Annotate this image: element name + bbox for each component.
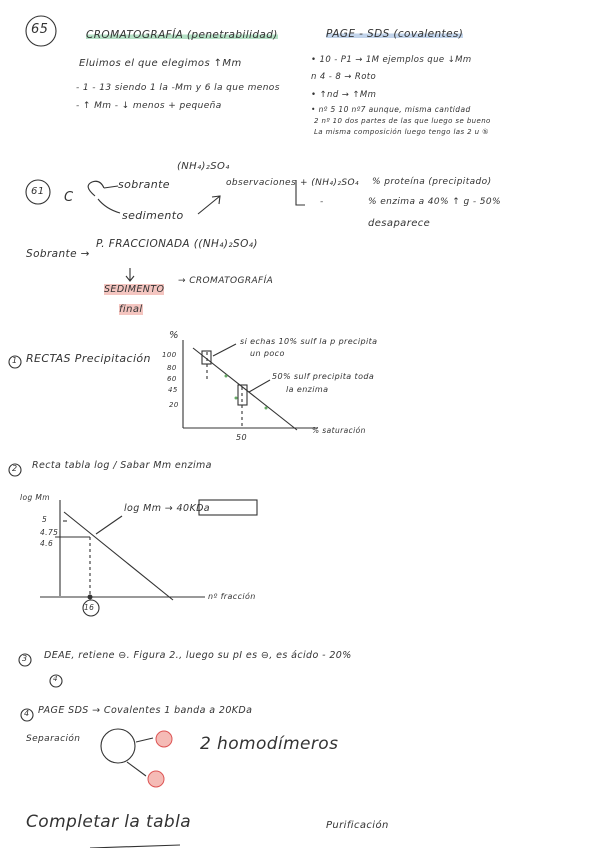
q1-note-2b: la enzima [286, 385, 329, 394]
page-sds-line-2: n 4 - 8 → Roto [311, 72, 377, 82]
q1-ytick: 45 [168, 386, 178, 394]
q3-marker: 3 [22, 654, 28, 663]
monomer-1 [156, 731, 172, 747]
dimer-arrow-2 [127, 762, 146, 776]
q1-ytick: 20 [169, 401, 179, 409]
page-sds-line-3: • ↑nd → ↑Mm [311, 90, 377, 100]
q1-ytick: 80 [167, 364, 177, 372]
flow-start: Sobrante → [26, 248, 90, 260]
q2-arrow [96, 516, 122, 534]
q2-x-axis-label: nº fracción [208, 592, 256, 601]
q2-y-axis-label: log Mm [20, 493, 50, 502]
chromatography-line-1: Eluimos el que elegimos ↑Mm [79, 58, 242, 69]
q2-calibration-line [64, 512, 173, 600]
q2-point [88, 595, 93, 600]
q1-marker: 1 [12, 356, 18, 365]
q1-arrow-2 [249, 380, 270, 392]
to-chromatography: → CROMATOGRAFÍA [178, 276, 274, 286]
q1-regression-line [193, 348, 297, 430]
q1-point [225, 375, 228, 378]
q3-text: DEAE, retiene ⊖. Figura 2., luego su pI es ⊖, es ácido - 20% [44, 650, 352, 661]
sobrenadante-label: sobrante [118, 178, 170, 191]
chromatography-line-3: - ↑ Mm - ↓ menos + pequeña [76, 101, 222, 111]
c-label: C [64, 190, 74, 205]
q1-ytick: 100 [162, 351, 177, 359]
observaciones-label: observaciones [226, 178, 297, 188]
protein-percentage: % proteína (precipitado) [372, 177, 492, 187]
page-sds-line-6: La misma composición luego tengo las 2 u ⑤ [314, 128, 489, 136]
fraction-label: P. FRACCIONADA ((NH₄)₂SO₄) [96, 238, 258, 250]
sedimento-label: sedimento [122, 209, 184, 222]
q2-ytick: 5 [42, 515, 48, 524]
q1-note-2a: 50% sulf precipita toda [272, 372, 375, 381]
page-sds-title: PAGE - SDS (covalentes) [326, 28, 464, 40]
q1-xtick: 50 [236, 433, 247, 442]
q4-separacion: Separación [26, 734, 81, 744]
q2-ytick: 4.6 [40, 539, 54, 548]
q3-sub: 4 [53, 675, 58, 683]
q1-arrow-1 [213, 344, 236, 356]
observaciones-plus: + (NH₄)₂SO₄ [300, 178, 359, 188]
q1-point [265, 407, 268, 410]
monomer-2 [148, 771, 164, 787]
desaparece-label: desaparece [368, 218, 431, 229]
arrow-to-sedimento [98, 199, 120, 213]
arrow-to-observaciones [198, 196, 220, 214]
arrow-to-sobrenadante [104, 186, 118, 188]
q1-note-1b: un poco [250, 349, 285, 358]
q2-marker: 2 [12, 464, 18, 473]
chromatography-title: CROMATOGRAFÍA (penetrabilidad) [86, 29, 278, 41]
q1-ytick: 60 [167, 375, 177, 383]
dimer-arrow-1 [136, 738, 153, 742]
reagent-label: (NH₄)₂SO₄ [177, 161, 230, 172]
complete-table-heading: Completar la tabla [26, 812, 192, 832]
section-61-number: 61 [31, 186, 45, 197]
q1-y-axis-label: % [169, 330, 179, 341]
dimer-circle [101, 729, 135, 763]
q2-title: Recta tabla log / Sabar Mm enzima [32, 460, 212, 471]
bracket-curve [88, 181, 104, 196]
page-sds-line-4: • nº 5 10 nº7 aunque, misma cantidad [311, 105, 471, 114]
sediment-final-1: SEDIMENTO [104, 284, 165, 295]
page-sds-line-1: • 10 - P1 → 1M ejemplos que ↓Mm [311, 55, 472, 65]
page-sds-line-5: 2 nº 10 dos partes de las que luego se bueno [314, 117, 491, 125]
q1-point [235, 397, 238, 400]
q1-x-axis-label: % saturación [312, 426, 366, 435]
sediment-final-2: final [119, 304, 143, 315]
q4-result: 2 homodímeros [200, 734, 339, 754]
q2-equation: log Mm → 40KDa [124, 503, 211, 514]
q4-marker: 4 [24, 709, 30, 718]
chromatography-line-2: - 1 - 13 siendo 1 la -Mm y 6 la que menos [76, 83, 280, 93]
arrow-down [126, 268, 134, 281]
q1-note-1a: si echas 10% sulf la p precipita [240, 337, 378, 346]
q2-ytick: 4.75 [40, 528, 59, 537]
q1-title: RECTAS Precipitación [26, 352, 151, 365]
section-65-number: 65 [31, 22, 49, 37]
purificacion-label: Purificación [326, 820, 389, 831]
enzyme-percentage: % enzima a 40% ↑ g - 50% [368, 197, 501, 207]
q4-text: PAGE SDS → Covalentes 1 banda a 20KDa [38, 705, 253, 716]
q2-xval: 16 [84, 603, 95, 612]
observaciones-minus: - [320, 197, 324, 207]
